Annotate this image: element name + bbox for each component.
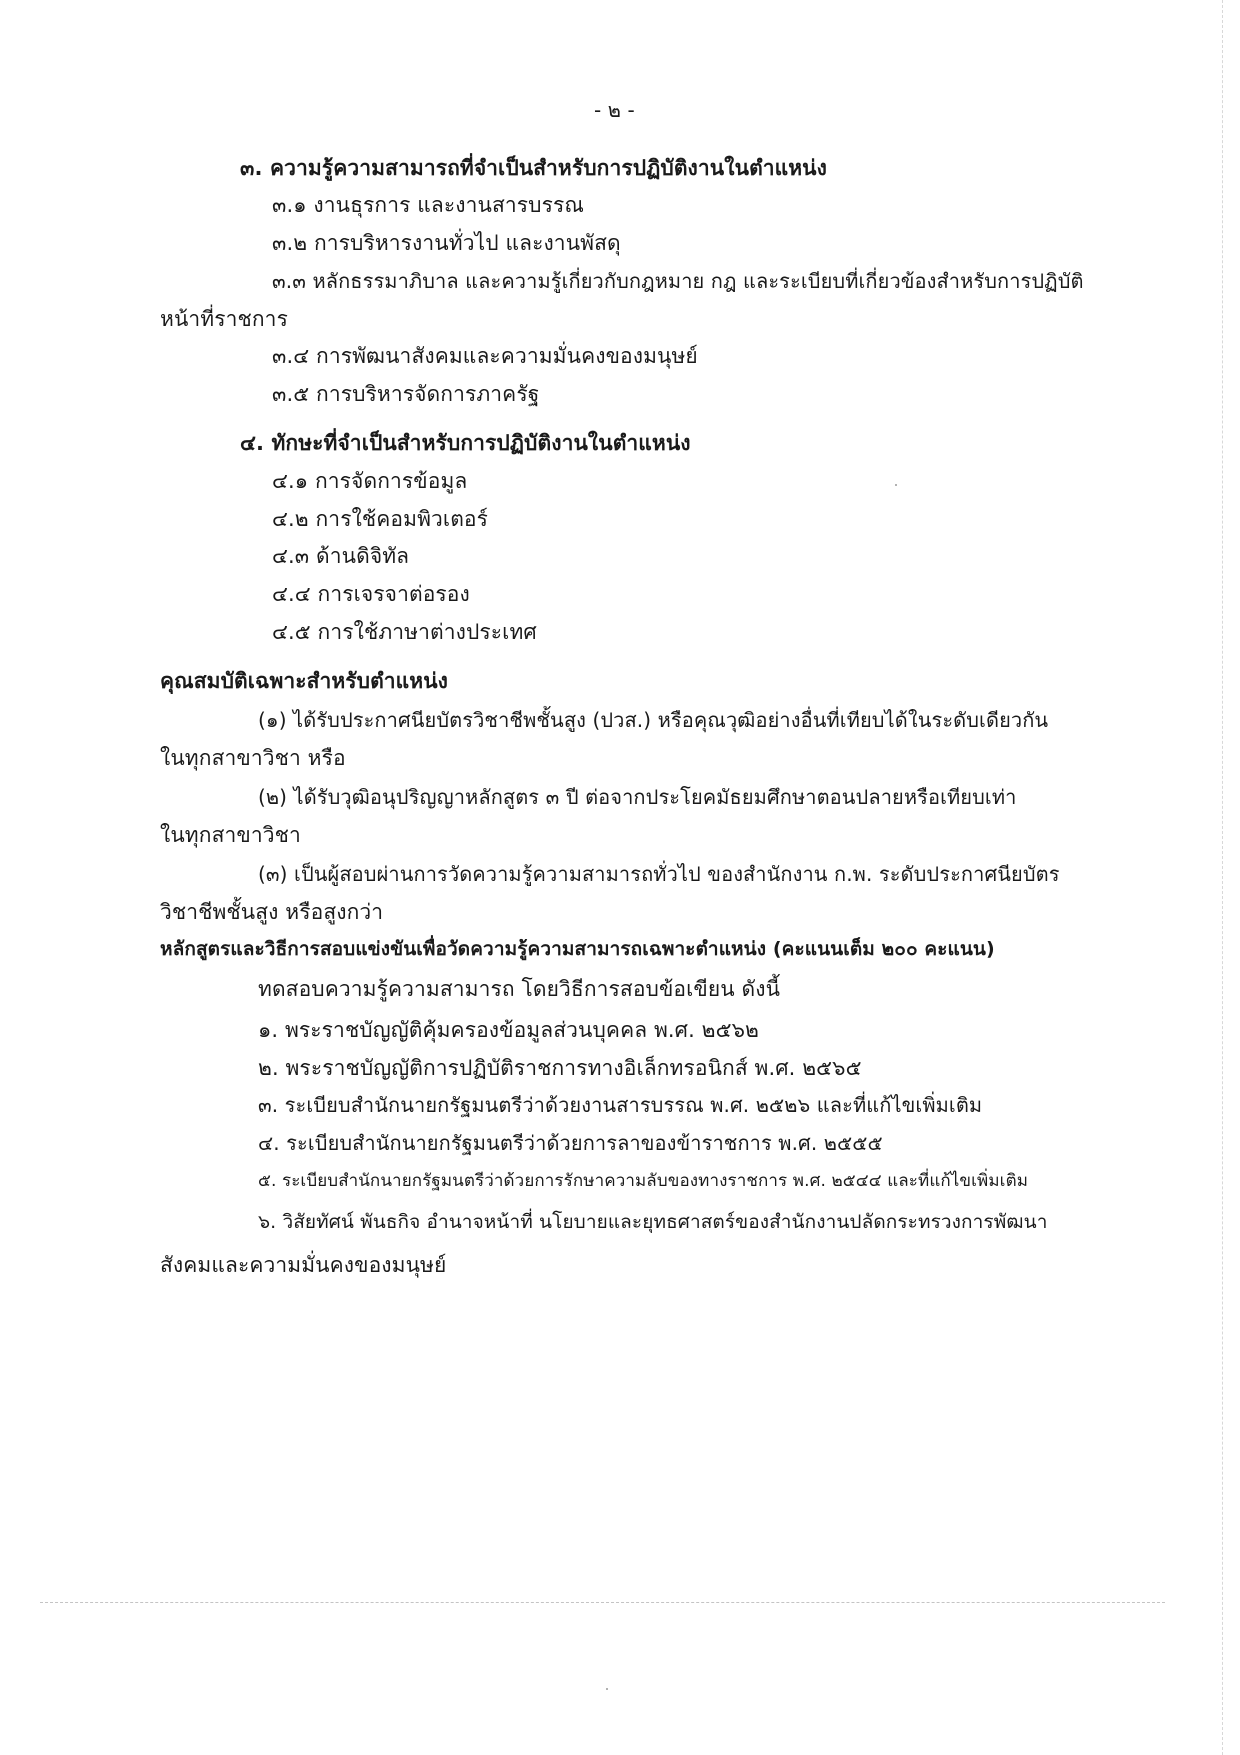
qualification-line: วิชาชีพชั้นสูง หรือสูงกว่า [160, 900, 384, 924]
exam-item: ๔. ระเบียบสำนักนายกรัฐมนตรีว่าด้วยการลาของข้าราชการ พ.ศ. ๒๕๕๕ [258, 1131, 883, 1155]
exam-item: ๑. พระราชบัญญัติคุ้มครองข้อมูลส่วนบุคคล พ.ศ. ๒๕๖๒ [258, 1018, 759, 1042]
section-4-item: ๔.๓ ด้านดิจิทัล [272, 544, 410, 568]
section-4-item: ๔.๔ การเจรจาต่อรอง [272, 582, 470, 606]
section-3-heading: ๓. ความรู้ความสามารถที่จำเป็นสำหรับการปฏิบัติงานในตำแหน่ง [240, 156, 827, 180]
section-3-item: ๓.๓ หลักธรรมาภิบาล และความรู้เกี่ยวกับกฎหมาย กฎ และระเบียบที่เกี่ยวข้องสำหรับการปฏิบัติ [272, 269, 1084, 293]
page-number: - ๒ - [594, 98, 635, 122]
section-4-item: ๔.๒ การใช้คอมพิวเตอร์ [272, 507, 489, 531]
exam-heading: หลักสูตรและวิธีการสอบแข่งขันเพื่อวัดความรู้ความสามารถเฉพาะตำแหน่ง (คะแนนเต็ม ๒๐๐ คะแนน) [160, 938, 995, 960]
exam-item-continuation: สังคมและความมั่นคงของมนุษย์ [160, 1253, 447, 1277]
qualification-line: ในทุกสาขาวิชา [160, 823, 301, 847]
section-4-item: ๔.๑ การจัดการข้อมูล [272, 469, 468, 493]
exam-item: ๒. พระราชบัญญัติการปฏิบัติราชการทางอิเล็กทรอนิกส์ พ.ศ. ๒๕๖๕ [258, 1056, 862, 1080]
exam-item: ๓. ระเบียบสำนักนายกรัฐมนตรีว่าด้วยงานสารบรรณ พ.ศ. ๒๕๒๖ และที่แก้ไขเพิ่มเติม [258, 1093, 983, 1117]
section-4-heading: ๔. ทักษะที่จำเป็นสำหรับการปฏิบัติงานในตำแหน่ง [240, 431, 691, 455]
section-4-item: ๔.๕ การใช้ภาษาต่างประเทศ [272, 620, 537, 644]
section-3-item: ๓.๑ งานธุรการ และงานสารบรรณ [272, 193, 584, 217]
qualification-line: (๓) เป็นผู้สอบผ่านการวัดความรู้ความสามารถทั่วไป ของสำนักงาน ก.พ. ระดับประกาศนียบัตร [258, 862, 1060, 886]
scan-speck [895, 484, 897, 486]
section-3-item: ๓.๕ การบริหารจัดการภาครัฐ [272, 382, 540, 406]
scan-speck [606, 1688, 608, 1690]
exam-intro: ทดสอบความรู้ความสามารถ โดยวิธีการสอบข้อเขียน ดังนี้ [258, 977, 781, 1001]
scan-edge-line [1222, 0, 1223, 1755]
section-3-item: ๓.๒ การบริหารงานทั่วไป และงานพัสดุ [272, 231, 621, 255]
exam-item: ๕. ระเบียบสำนักนายกรัฐมนตรีว่าด้วยการรักษาความลับของทางราชการ พ.ศ. ๒๕๔๔ และที่แก้ไขเพิ่มเติม [258, 1171, 1029, 1191]
scan-divider-line [40, 1602, 1165, 1603]
qualification-line: (๑) ได้รับประกาศนียบัตรวิชาชีพชั้นสูง (ปวส.) หรือคุณวุฒิอย่างอื่นที่เทียบได้ในระดับเดียวกัน [258, 708, 1049, 732]
exam-item: ๖. วิสัยทัศน์ พันธกิจ อำนาจหน้าที่ นโยบายและยุทธศาสตร์ของสำนักงานปลัดกระทรวงการพัฒนา [258, 1211, 1048, 1233]
qualifications-heading: คุณสมบัติเฉพาะสำหรับตำแหน่ง [160, 669, 449, 693]
qualification-line: ในทุกสาขาวิชา หรือ [160, 746, 346, 770]
section-3-item-continuation: หน้าที่ราชการ [160, 307, 288, 331]
section-3-item: ๓.๔ การพัฒนาสังคมและความมั่นคงของมนุษย์ [272, 344, 698, 368]
qualification-line: (๒) ได้รับวุฒิอนุปริญญาหลักสูตร ๓ ปี ต่อจากประโยคมัธยมศึกษาตอนปลายหรือเทียบเท่า [258, 785, 1017, 809]
